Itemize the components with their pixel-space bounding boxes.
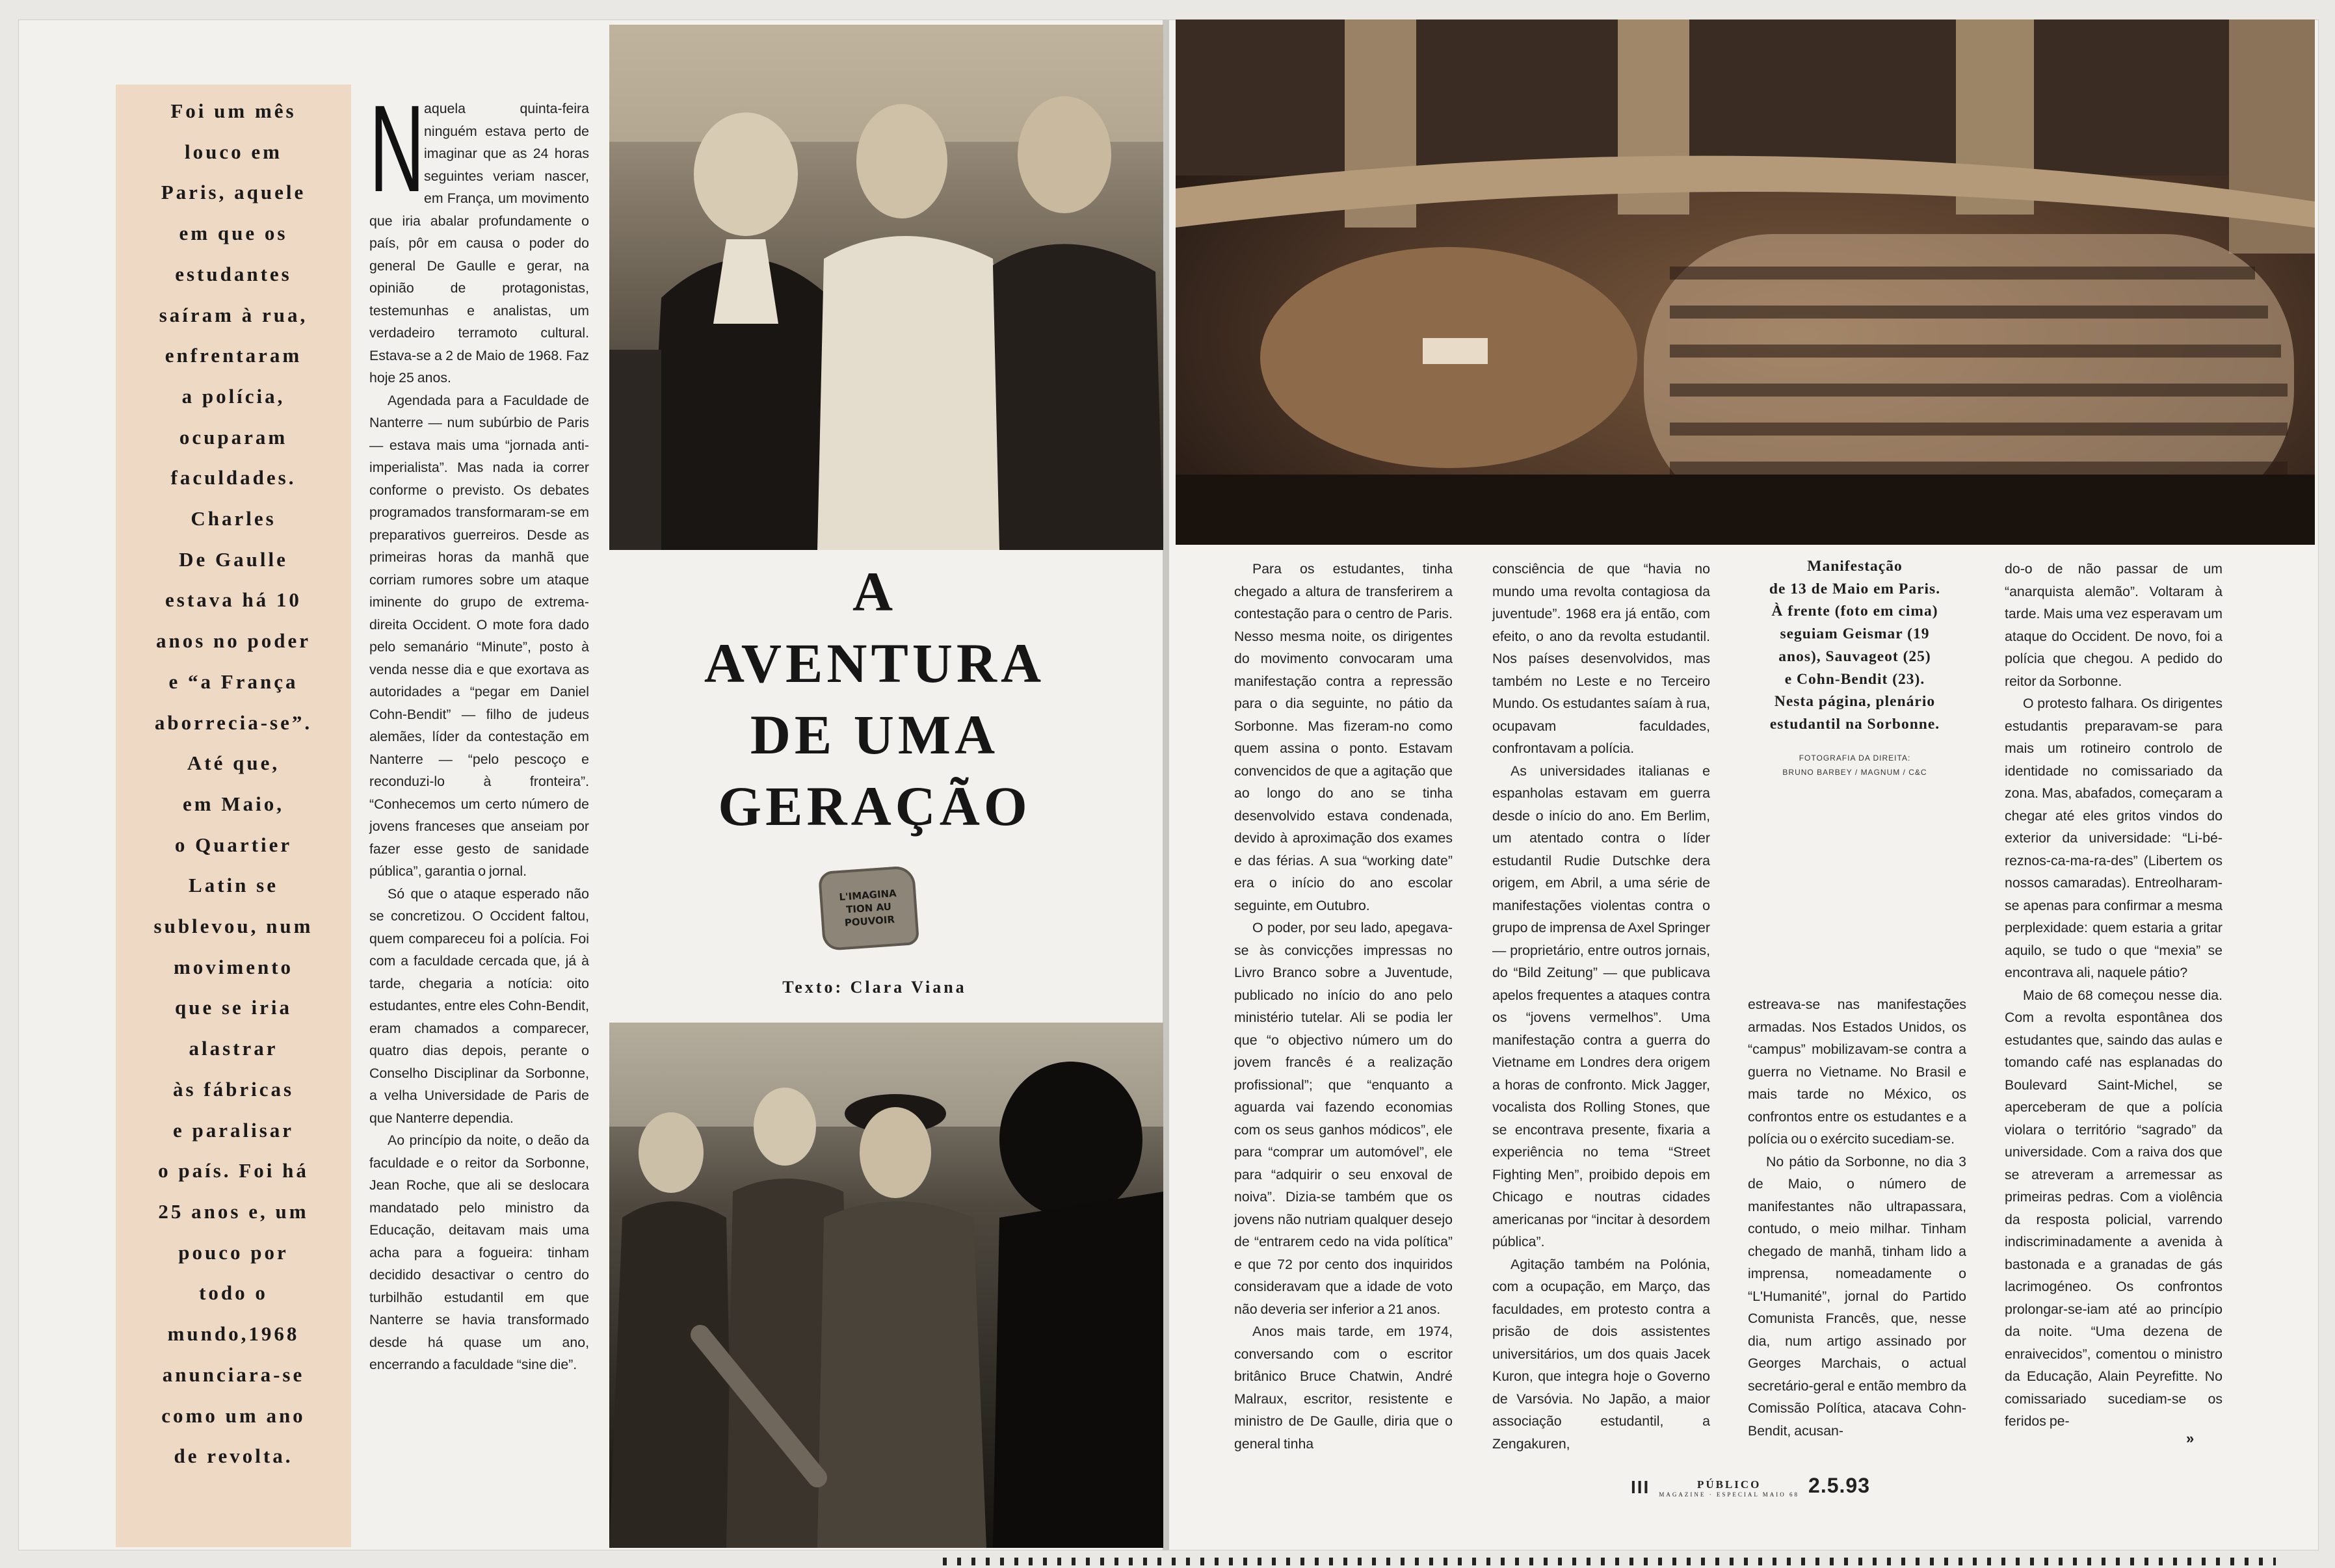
article-column-4 — [1748, 993, 1966, 1442]
publication-subtitle: MAGAZINE · ESPECIAL MAIO 68 — [1659, 1491, 1800, 1498]
pull-quote-line: a polícia, — [181, 384, 285, 408]
continue-arrow-icon: » — [2186, 1430, 2193, 1446]
badge-line: TION AU — [845, 900, 892, 916]
badge-line: POUVOIR — [844, 913, 895, 929]
pull-quote-line: sublevou, num — [153, 915, 313, 938]
pull-quote-line: Paris, aquele — [161, 181, 306, 204]
sorbonne-plenary-image — [1176, 20, 2315, 545]
title-line: A — [852, 560, 897, 623]
pull-quote-line: como um ano — [161, 1404, 306, 1427]
pull-quote-line: estudantes — [175, 262, 292, 285]
caption-line: anos), Sauvageot (25) — [1778, 647, 1931, 665]
scan-ruler — [943, 1558, 2276, 1565]
imagination-stone-graphic — [818, 865, 919, 951]
pull-quote-line: estava há 10 — [165, 588, 302, 612]
article-title — [608, 556, 1141, 842]
pull-quote-line: em Maio, — [183, 792, 284, 815]
pull-quote-line: anos no poder — [155, 629, 311, 653]
publication-name: PÚBLICO — [1696, 1478, 1761, 1491]
paragraph: O poder, por seu lado, apegava-se às convicções impressas no Livro Branco sobre a Juventude, publicado no início do ano pelo ministério tutelar. Ali se podia ler que “o objectivo número um do jovem francês é a realização profissional”; que “enquanto a aguarda vai fazendo economias com os seus ganhos módicos”, ele para “comprar um automóvel”, ele para “adquirir o seu enxoval de noiva”. Dizia-se também que os jovens não nutriam qualquer desejo de “entrarem cedo na vida política” e que 72 por cento dos inquiridos consideravam que a idade de voto não deveria ser inferior a 21 anos. — [1234, 920, 1453, 1317]
paragraph: do-o de não passar de um “anarquista alemão”. Voltaram à tarde. Mais uma vez esperavam um ataque do Occident. De novo, foi a polícia que chegou. A pedido do reitor da Sorbonne. — [2005, 561, 2223, 689]
byline: Texto: Clara Viana — [782, 978, 967, 997]
title-line: DE UMA — [750, 703, 999, 766]
pull-quote-line: mundo,1968 — [167, 1322, 300, 1346]
pull-quote-line: Até que, — [187, 751, 280, 775]
pull-quote-line: saíram à rua, — [159, 303, 308, 326]
pull-quote-line: faculdades. — [170, 466, 297, 490]
students-marching-image — [609, 25, 1163, 550]
pull-quote-line: ocuparam — [179, 425, 288, 449]
paragraph: No pátio da Sorbonne, no dia 3 de Maio, o número de manifestantes não ultrapassara, contudo, o meio milhar. Tinham chegado de manhã, tinham lido a imprensa, nomeadamente o “L'Humanité”, jornal do Partido Comunista Francês, que, nesse dia, num artigo assinado por Georges Marchais, o actual secretário-geral e então membro da Comissão Política, atacava Cohn-Bendit, acusan- — [1748, 1153, 1966, 1439]
pull-quote-line: movimento — [173, 955, 294, 978]
page-footer — [1631, 1472, 1870, 1498]
credit-line: FOTOGRAFIA DA DIREITA: — [1799, 753, 1911, 763]
paragraph: Anos mais tarde, em 1974, conversando com o escritor britânico Bruce Chatwin, André Malraux, escritor, resistente e ministro de De Gaulle, diria que o general tinha — [1234, 1324, 1453, 1452]
first-paragraph: N aquela quinta-feira ninguém estava perto de imaginar que as 24 horas seguintes veriam nascer, em França, um movimento que iria abalar profundamente o país, pôr em causa o poder do general De Gaulle e gerar, na opinião de protagonistas, testemunhas e analistas, um verdadeiro terramoto cultural. Estava-se a 2 de Maio de 1968. Faz hoje 25 anos. — [369, 80, 589, 385]
credit-line: BRUNO BARBEY / MAGNUM / C&C — [1782, 768, 1927, 777]
pull-quote-line: aborrecia-se”. — [154, 711, 313, 734]
caption-line: Manifestação — [1807, 558, 1903, 575]
title-line: AVENTURA — [704, 632, 1046, 694]
paragraph: Só que o ataque esperado não se concretizou. O Occident faltou, quem compareceu foi a polícia. Foi com a faculdade cercada que, já à tarde, chegaria a notícia: oito estudantes, entre eles Cohn-Bendit, eram chamados a comparecer, quatro dias depois, perante o Conselho Disciplinar da Sorbonne, a velha Universidade de Paris de que Nanterre dependia. — [369, 885, 589, 1126]
paragraph: consciência de que “havia no mundo uma revolta contagiosa da juventude”. 1968 era já então, com efeito, o ano da revolta estudantil. Nos países desenvolvidos, mas também no Leste e no Terceiro Mundo. Os estudantes saíam à rua, ocupavam faculdades, confrontavam a polícia. — [1492, 561, 1710, 756]
caption-line: e Cohn-Bendit (23). — [1784, 670, 1925, 688]
article-column-5 — [2005, 558, 2223, 1433]
paragraph: Para os estudantes, tinha chegado a altura de transferirem a contestação para o centro de Paris. Nesso mesma noite, os dirigentes do movimento convocaram uma manifestação contra a repressão para o dia seguinte, no pátio da Sorbonne. Mas fizeram-no como quem assina o ponto. Estavam convencidos de que a agitação que ao longo do ano se tinha desenvolvido estava condenada, devido à aproximação dos exames e das férias. A sua “working date” era o início do ano escolar seguinte, em Outubro. — [1234, 561, 1453, 913]
pull-quote-line: Foi um mês — [170, 99, 297, 122]
caption-line: Nesta página, plenário — [1774, 693, 1936, 711]
photo-sorbonne-plenary — [1176, 20, 2315, 545]
caption-line: estudantil na Sorbonne. — [1769, 715, 1940, 733]
photo-street-protest — [609, 1023, 1163, 1548]
pull-quote-line: De Gaulle — [179, 547, 288, 571]
pull-quote-line: de revolta. — [174, 1444, 293, 1468]
drop-cap: N — [369, 80, 425, 218]
page-gutter — [1163, 20, 1169, 1550]
publication-logo — [1659, 1478, 1799, 1498]
section-mark: III — [1631, 1477, 1650, 1497]
pull-quote-line: às fábricas — [172, 1077, 295, 1101]
pull-quote-line: e “a França — [168, 670, 298, 693]
paragraph: As universidades italianas e espanholas estavam em guerra desde o início do ano. Em Berlim, um atentado contra o líder estudantil Rudie Dutschke dera origem, em Abril, a uma série de manifestações violentas contra o grupo de imprensa de Axel Springer — proprietário, entre outros jornais, do “Bild Zeitung” — que publicava apelos frequentes a ataques contra os “jovens vermelhos”. Uma manifestação contra a guerra do Vietname em Londres dera origem a horas de confronto. Mick Jagger, vocalista dos Rolling Stones, que se encontrava presente, fixaria a experiência no tema “Street Fighting Men”, proibido depois em Chicago e noutras cidades americanas por “incitar à desordem pública”. — [1492, 763, 1710, 1249]
paragraph: estreava-se nas manifestações armadas. Nos Estados Unidos, os “campus” mobilizavam-se contra a guerra no Vietname. No Brasil e mais tarde no México, os confrontos entre os estudantes e a polícia ou o exército sucediam-se. — [1748, 997, 1966, 1147]
pull-quote-line: enfrentaram — [165, 344, 302, 367]
paragraph: Agitação também na Polónia, com a ocupação, em Março, das faculdades, em protesto contra a prisão de dois assistentes universitários, um dos quais Jacek Kuron, que integra hoje o Governo de Varsóvia. No Japão, a maior associação estudantil, a Zengakuren, — [1492, 1256, 1710, 1452]
pull-quote-line: Latin se — [189, 874, 278, 897]
caption-line: À frente (foto em cima) — [1771, 603, 1938, 620]
pull-quote-line: e paralisar — [172, 1118, 295, 1142]
pull-quote-line: que se iria — [174, 996, 293, 1019]
paragraph: Ao princípio da noite, o deão da faculdade e o reitor da Sorbonne, Jean Roche, que ali se deslocara mandatado pelo ministro da Educação, deitavam mais uma acha para a fogueira: tinham decidido desactivar o centro do turbilhão estudantil em que Nanterre se havia transformado desde há quase um ano, encerrando a faculdade “sine die”. — [369, 1132, 589, 1372]
photo-students-marching — [609, 25, 1163, 550]
pull-quote-line: pouco por — [178, 1240, 289, 1264]
paragraph: O protesto falhara. Os dirigentes estudantis preparavam-se para mais um rotineiro controlo de identidade no comissariado da zona. Mas, abafados, começaram a chegar até eles gritos vindos do exterior da universidade: “Li-bé-reznos-ca-ma-ra-des” (Libertem os nossos camaradas). Entreolharam-se apenas para confirmar a mesma perplexidade: quem estaria a gritar aquilo, se tudo o que “mexia” se encontrava ali, naquele pátio? — [2005, 696, 2223, 980]
article-column-1 — [369, 80, 589, 1376]
caption-line: de 13 de Maio em Paris. — [1769, 580, 1941, 597]
pull-quote-line: louco em — [185, 140, 282, 163]
photo-credit — [1730, 751, 1980, 779]
photo-caption — [1730, 555, 1980, 736]
caption-line: seguiam Geismar (19 — [1780, 625, 1930, 643]
pull-quote-line: anunciara-se — [162, 1363, 305, 1386]
pull-quote-line: todo o — [199, 1281, 268, 1305]
badge-line: L'IMAGINA — [838, 887, 897, 904]
pull-quote-line: o país. Foi há — [158, 1159, 309, 1183]
paragraph: Agendada para a Faculdade de Nanterre — num subúrbio de Paris — estava mais uma “jornada anti-imperialista”. Mas nada ia correr conforme o previsto. Os debates programados transformaram-se em preparativos guerreiros. Desde as primeiras horas da manhã que corriam rumores sobre um ataque iminente do grupo de extrema-direita Occident. O mote fora dado pelo semanário “Minute”, posto à venda nesse dia e que exortava as autoridades a “pegar em Daniel Cohn-Bendit” — filho de judeus alemães, líder da contestação em Nanterre — “pelo pescoço e reconduzi-lo à fronteira”. “Conhecemos um certo número de jovens franceses que anseiam por fazer esse gesto de sanidade pública”, garantia o jornal. — [369, 392, 589, 879]
article-column-2 — [1234, 558, 1453, 1455]
pull-quote — [116, 85, 351, 1547]
title-line: GERAÇÃO — [718, 775, 1031, 837]
pull-quote-line: o Quartier — [174, 833, 293, 856]
street-protest-image — [609, 1023, 1163, 1548]
pull-quote-line: 25 anos e, um — [158, 1199, 309, 1223]
article-column-3 — [1492, 558, 1710, 1455]
pull-quote-line: em que os — [179, 222, 288, 245]
pull-quote-line: Charles — [191, 507, 276, 530]
pull-quote-line: alastrar — [189, 1037, 278, 1060]
issue-date: 2.5.93 — [1808, 1474, 1870, 1497]
paragraph: Maio de 68 começou nesse dia. Com a revolta espontânea dos estudantes que, saindo das aulas e tomando café nas esplanadas do Boulevard Saint-Michel, se aperceberam de que a polícia violara o território “sagrado” da universidade. Com a raiva dos que se atreveram a arremessar as primeiras pedras. Com a violência da resposta policial, varrendo indiscriminadamente a avenida à bastonada e a granadas de gás lacrimogéneo. Os confrontos prolongar-se-iam até ao princípio da noite. “Uma dezena de enraivecidos”, comentou o ministro da Educação, Alain Peyrefitte. No comissariado sucediam-se os feridos pe- — [2005, 987, 2223, 1429]
